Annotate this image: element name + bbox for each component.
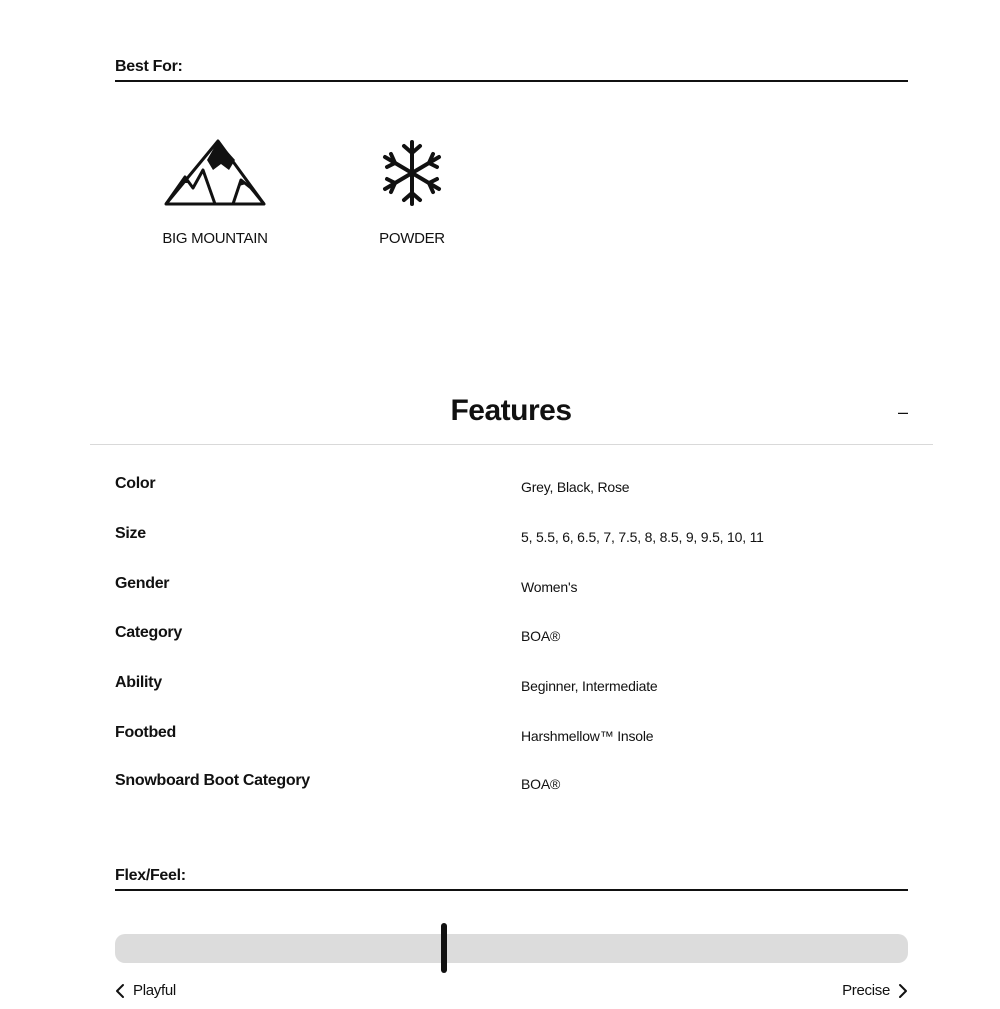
chevron-left-icon (115, 983, 125, 999)
activity-label: BIG MOUNTAIN (162, 230, 268, 247)
feature-row-color (115, 475, 908, 505)
features-title: Features (450, 394, 572, 427)
divider (90, 444, 933, 445)
feature-key: Color (115, 475, 156, 492)
feature-row-gender (115, 575, 908, 605)
feature-key: Category (115, 624, 182, 641)
feature-key: Footbed (115, 724, 176, 741)
feature-value: Beginner, Intermediate (521, 678, 658, 694)
feature-key: Snowboard Boot Category (115, 772, 310, 789)
flex-right-text: Precise (842, 982, 890, 999)
feature-value: BOA® (521, 628, 561, 644)
feature-value: Grey, Black, Rose (521, 479, 630, 495)
feature-row-category (115, 624, 908, 654)
best-for-heading: Best For: (115, 58, 908, 82)
feature-key: Gender (115, 575, 170, 592)
flex-left-text: Playful (133, 982, 176, 999)
activity-powder (372, 138, 452, 247)
feature-row-ability (115, 674, 908, 704)
activity-label: POWDER (379, 230, 445, 247)
flex-precise-label[interactable] (842, 982, 908, 999)
activity-big-mountain (160, 138, 270, 247)
feature-value: Women's (521, 579, 578, 595)
flex-playful-label[interactable] (115, 982, 176, 999)
snowflake-icon (379, 138, 445, 208)
flex-level-marker (441, 923, 447, 973)
feature-key: Ability (115, 674, 162, 691)
feature-value: BOA® (521, 776, 561, 792)
flex-feel-heading: Flex/Feel: (115, 867, 908, 891)
chevron-right-icon (898, 983, 908, 999)
mountain-icon (163, 138, 267, 208)
feature-key: Size (115, 525, 146, 542)
feature-row-footbed (115, 724, 908, 754)
feature-row-size (115, 525, 908, 555)
feature-value: 5, 5.5, 6, 6.5, 7, 7.5, 8, 8.5, 9, 9.5, 10, 11 (521, 529, 764, 545)
flex-scale-track (115, 934, 908, 963)
feature-row-snowboard-boot-category (115, 772, 908, 802)
collapse-features-button[interactable]: – (897, 402, 908, 422)
feature-value: Harshmellow™ Insole (521, 728, 654, 744)
